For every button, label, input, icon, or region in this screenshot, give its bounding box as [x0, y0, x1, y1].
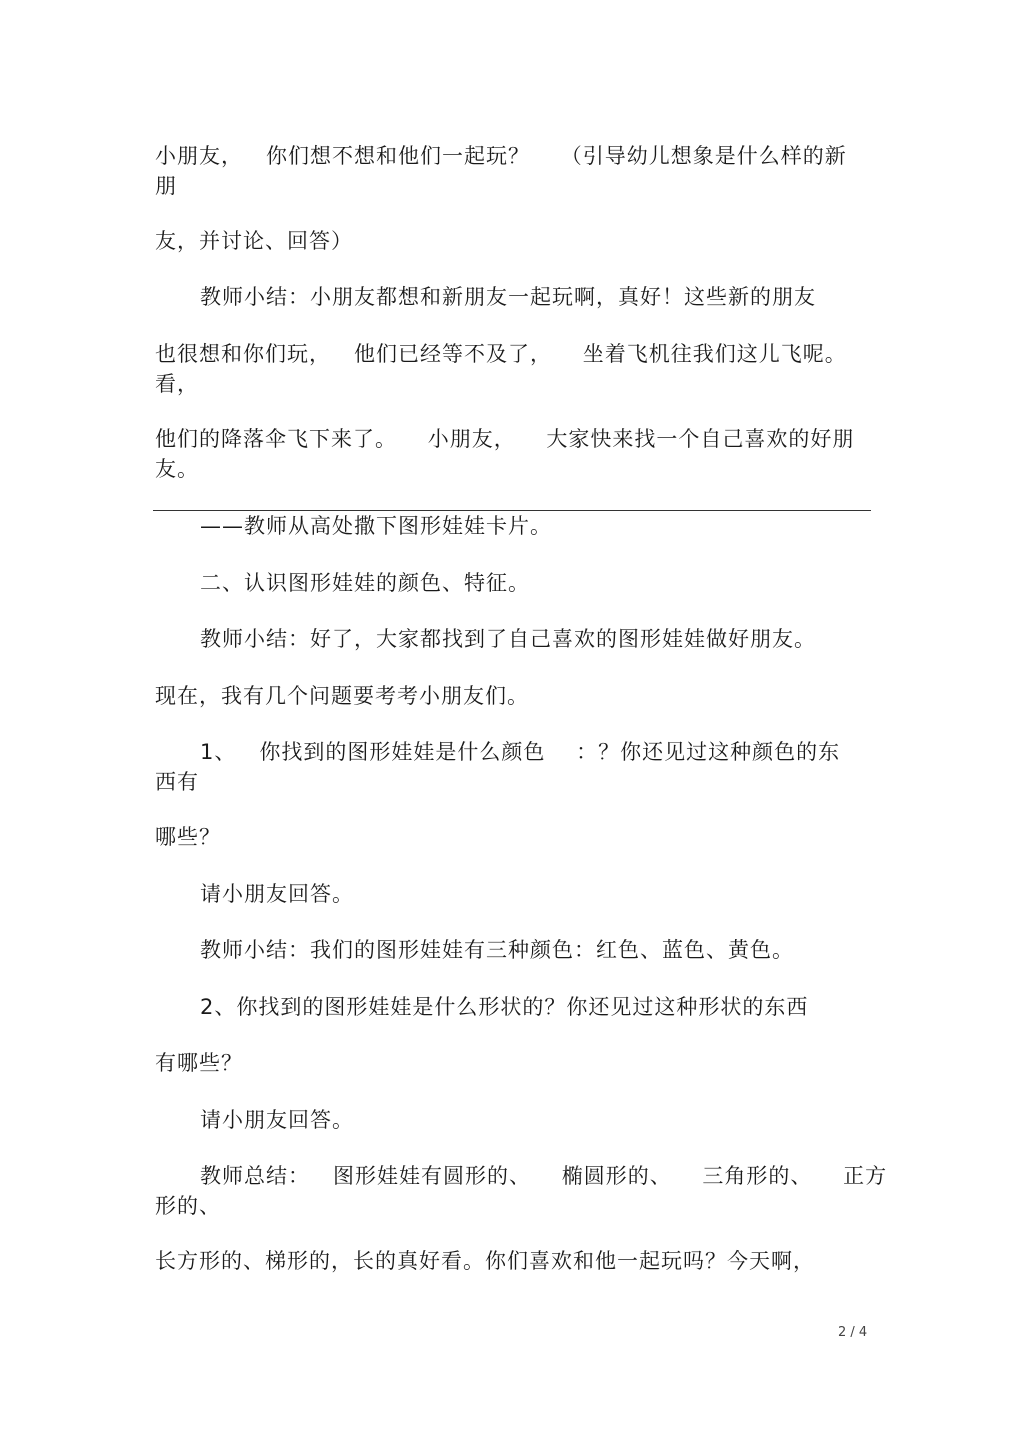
- text-line: 朋: [155, 174, 177, 198]
- text-line: 二、认识图形娃娃的颜色、特征。: [200, 571, 530, 595]
- text-line: 小朋友， 你们想不想和他们一起玩？ （引导幼儿想象是什么样的新: [155, 144, 847, 168]
- text-line: 长方形的、梯形的，长的真好看。你们喜欢和他一起玩吗？今天啊，: [155, 1249, 815, 1273]
- page-number: 2 / 4: [838, 1325, 868, 1340]
- text-line: 哪些？: [155, 825, 221, 849]
- horizontal-rule: [153, 510, 871, 511]
- text-line: 西有: [155, 770, 199, 794]
- text-line: 请小朋友回答。: [200, 882, 354, 906]
- text-line: 也很想和你们玩， 他们已经等不及了， 坐着飞机往我们这儿飞呢。: [155, 342, 847, 366]
- text-line: 教师小结：我们的图形娃娃有三种颜色：红色、蓝色、黄色。: [200, 938, 794, 962]
- text-line: 1、 你找到的图形娃娃是什么颜色 ：？你还见过这种颜色的东: [200, 740, 841, 764]
- text-line: 教师总结： 图形娃娃有圆形的、 椭圆形的、 三角形的、 正方: [200, 1164, 888, 1188]
- text-line: 教师小结：小朋友都想和新朋友一起玩啊，真好！这些新的朋友: [200, 285, 816, 309]
- text-line: 现在，我有几个问题要考考小朋友们。: [155, 684, 529, 708]
- text-line: ——教师从高处撒下图形娃娃卡片。: [200, 514, 552, 538]
- text-line: 2、你找到的图形娃娃是什么形状的？你还见过这种形状的东西: [200, 995, 809, 1019]
- text-line: 有哪些？: [155, 1051, 243, 1075]
- text-line: 请小朋友回答。: [200, 1108, 354, 1132]
- text-line: 友，并讨论、回答）: [155, 229, 353, 253]
- text-line: 看，: [155, 372, 199, 396]
- text-line: 他们的降落伞飞下来了。 小朋友， 大家快来找一个自己喜欢的好朋: [155, 427, 855, 451]
- text-line: 教师小结：好了，大家都找到了自己喜欢的图形娃娃做好朋友。: [200, 627, 816, 651]
- text-line: 形的、: [155, 1194, 221, 1218]
- text-line: 友。: [155, 457, 199, 481]
